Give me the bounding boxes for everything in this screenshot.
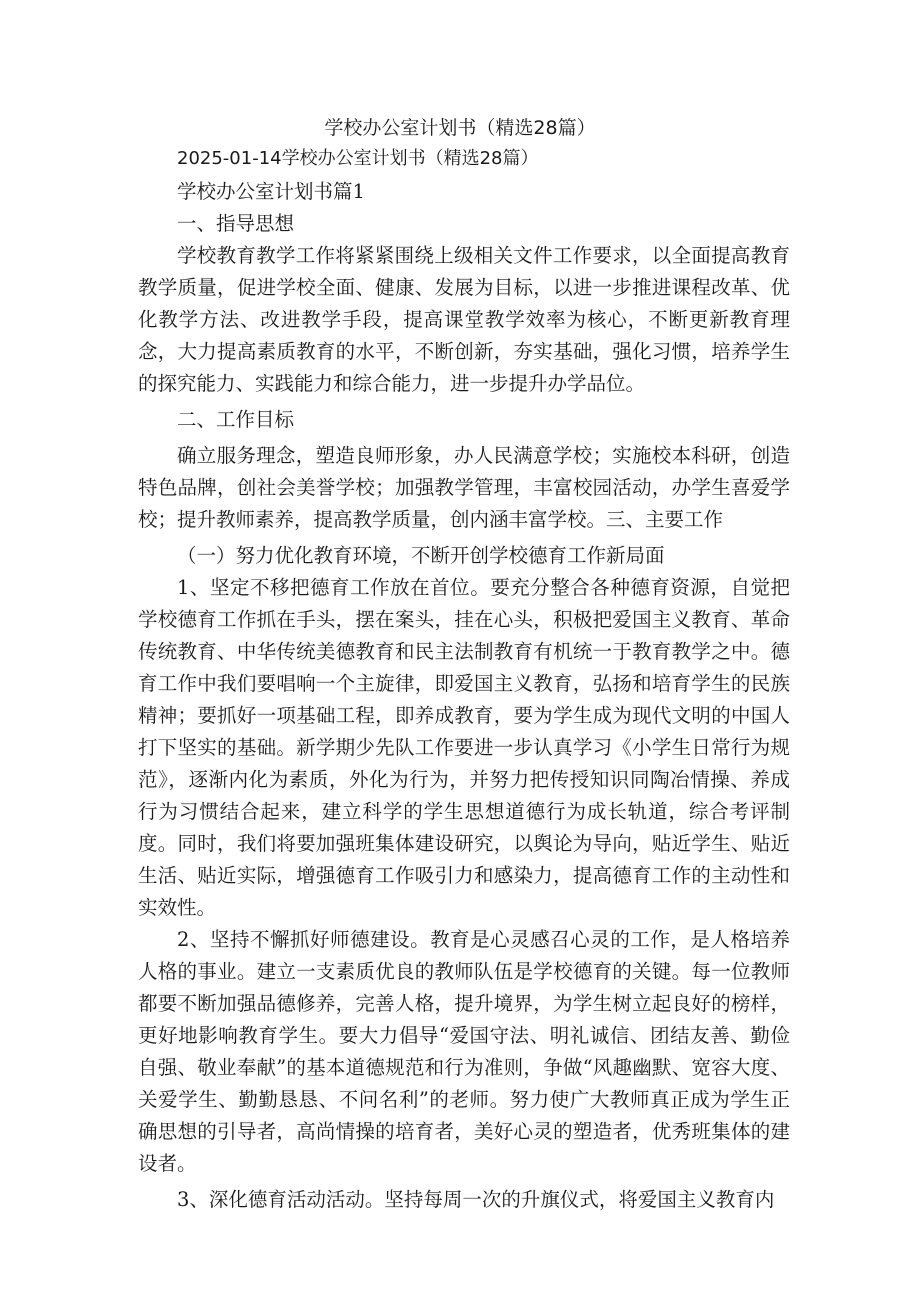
section-heading-guiding-thought: 一、指导思想: [177, 212, 295, 235]
paragraph-teacher-ethics: 2、坚持不懈抓好师德建设。教育是心灵感召心灵的工作，是人格培养人格的事业。建立一支素质优良的教师队伍是学校德育的关键。每一位教师都要不断加强品德修养，完善人格，提升境界，为学生树立起良好的榜样，更好地影响教育学生。要大力倡导“爱国守法、明礼诚信、团结友善、勤俭自强、敬业奉献”的基本道德规范和行为准则，争做“风趣幽默、宽容大度、关爱学生、勤勤恳恳、不问名利”的老师。努力使广大教师真正成为学生正确思想的引导者，高尚情操的培育者，美好心灵的塑造者，优秀班集体的建设者。: [138, 928, 790, 1175]
paragraph-work-goals: 确立服务理念，塑造良师形象，办人民满意学校；实施校本科研，创造特色品牌，创社会美誉学校；加强教学管理，丰富校园活动，办学生喜爱学校；提升教师素养，提高教学质量，创内涵丰富学校。三、主要工作: [138, 444, 790, 531]
paragraph-moral-education-priority: 1、坚定不移把德育工作放在首位。要充分整合各种德育资源，自觉把学校德育工作抓在手头，摆在案头，挂在心头，积极把爱国主义教育、革命传统教育、中华传统美德教育和民主法制教育有机统一于教育教学之中。德育工作中我们要唱响一个主旋律，即爱国主义教育，弘扬和培育学生的民族精神；要抓好一项基础工程，即养成教育，要为学生成为现代文明的中国人打下坚实的基础。新学期少先队工作要进一步认真学习《小学生日常行为规范》，逐渐内化为素质，外化为行为，并努力把传授知识同陶冶情操、养成行为习惯结合起来，建立科学的学生思想道德行为成长轨道，综合考评制度。同时，我们将要加强班集体建设研究，以舆论为导向，贴近学生、贴近生活、贴近实际，增强德育工作吸引力和感染力，提高德育工作的主动性和实效性。: [138, 576, 790, 919]
paragraph-moral-activities: 3、深化德育活动活动。坚持每周一次的升旗仪式，将爱国主义教育内: [177, 1188, 775, 1211]
paragraph-guiding-thought: 学校教育教学工作将紧紧围绕上级相关文件工作要求，以全面提高教育教学质量，促进学校全面、健康、发展为目标，以进一步推进课程改革、优化教学方法、改进教学手段，提高课堂教学效率为核心，不断更新教育理念，大力提高素质教育的水平，不断创新，夯实基础，强化习惯，培养学生的探究能力、实践能力和综合能力，进一步提升办学品位。: [138, 244, 790, 395]
section-heading-work-goals: 二、工作目标: [177, 408, 295, 431]
section-heading-plan-1: 学校办公室计划书篇1: [177, 180, 365, 203]
document-title: 学校办公室计划书（精选28篇）: [324, 117, 596, 139]
subsection-heading-education-environment: （一）努力优化教育环境，不断开创学校德育工作新局面: [177, 544, 665, 567]
date-line: 2025-01-14学校办公室计划书（精选28篇）: [177, 148, 539, 169]
document-body: [138, 176, 790, 1216]
